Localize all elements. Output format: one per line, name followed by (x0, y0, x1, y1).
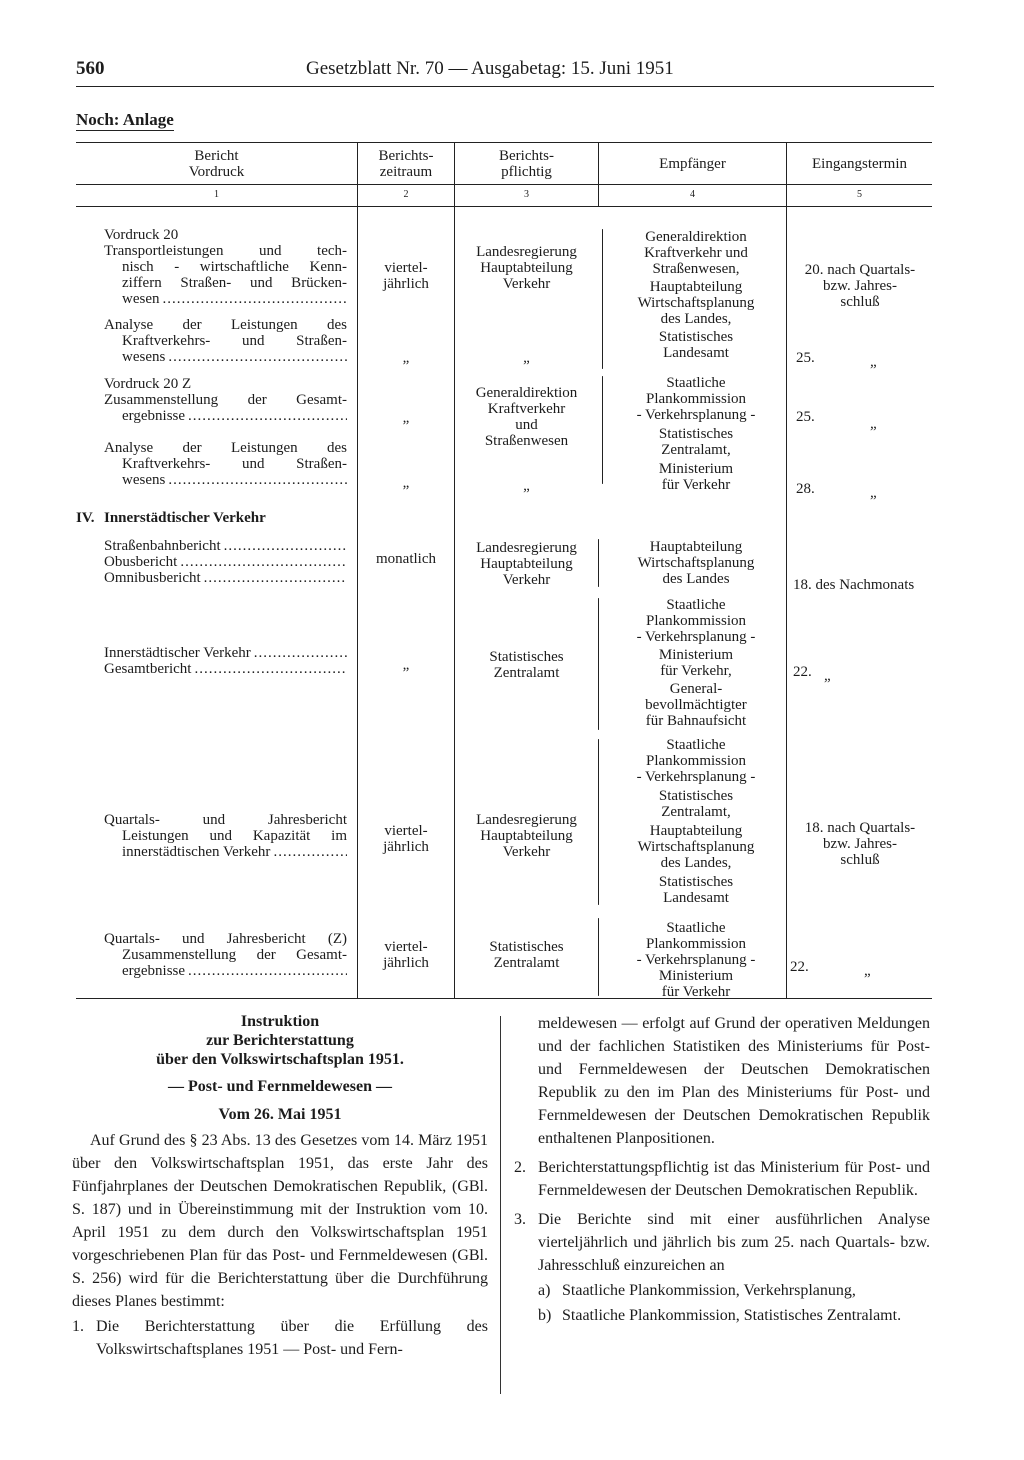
period-line: jährlich (383, 839, 429, 855)
obligated-line: Generaldirektion (475, 385, 578, 401)
column-header: Berichts- zeitraum (378, 148, 434, 180)
deadline-ditto: „ (870, 416, 877, 432)
recipient-line: Plankommission (645, 613, 746, 629)
report-line-leader (104, 291, 347, 307)
recipient-line: des Landes, (660, 855, 732, 871)
period-ditto: „ (402, 350, 410, 366)
report-form-entry (104, 376, 347, 424)
recipient-line: Ministerium (658, 461, 734, 477)
recipient-line: Ministerium (658, 647, 734, 663)
obligated-line: Zentralamt (493, 665, 560, 681)
report-line-leader (104, 554, 347, 570)
report-line: Omnibusbericht (104, 570, 201, 586)
recipient-bracket (602, 376, 603, 484)
report-form-entry (104, 440, 347, 488)
deadline-ditto: „ (870, 354, 877, 370)
obligated-ditto: „ (523, 478, 530, 494)
recipient-line: bevollmächtigter (645, 697, 747, 713)
recipient-cell (606, 737, 786, 906)
recipient-line: Staatliche (666, 920, 726, 936)
recipient-bracket (598, 539, 599, 587)
instruktion-left-column (72, 1012, 488, 1361)
period-line: jährlich (383, 955, 429, 971)
table-bottom-rule (76, 998, 932, 999)
period-ditto: „ (402, 475, 410, 491)
recipient-line: Generaldirektion (645, 229, 747, 245)
recipient-line: Landesamt (663, 345, 729, 361)
report-line-leader (104, 661, 347, 677)
recipient-bracket (602, 229, 603, 369)
obligated-line: Zentralamt (493, 955, 560, 971)
recipient-line: Wirtschaftsplanung (637, 555, 755, 571)
recipient-line: Wirtschaftsplanung (637, 839, 755, 855)
obligated-cell (455, 385, 598, 449)
item-number: 1. (72, 1318, 84, 1335)
deadline-day: 22. (790, 959, 809, 975)
report-line: Kraftverkehrs- und Straßen- (122, 456, 347, 472)
report-line: Kraftverkehrs- und Straßen- (122, 333, 347, 349)
obligated-cell (455, 812, 598, 860)
report-line: wesens (122, 349, 166, 365)
column-divider (500, 1016, 501, 1394)
obligated-line: Hauptabteilung (480, 260, 573, 276)
report-line-leader (104, 963, 347, 979)
report-line-leader (104, 570, 347, 586)
recipient-line: Zentralamt, (661, 442, 731, 458)
report-list (104, 538, 347, 586)
item-letter: b) (538, 1307, 552, 1324)
deadline-day: 28. (796, 481, 815, 497)
recipient-bracket (598, 918, 599, 996)
period-cell (358, 260, 454, 292)
obligated-line: Straßenwesen (484, 433, 569, 449)
recipient-line: für Verkehr (661, 477, 731, 493)
deadline-line: 20. nach Quartals- (804, 262, 916, 278)
deadline-cell: 18. des Nachmonats (793, 577, 915, 593)
report-line: wesen (122, 291, 160, 307)
period-line: viertel- (384, 823, 428, 839)
deadline-line: bzw. Jahres- (823, 836, 897, 852)
period-cell (358, 823, 454, 855)
report-line-leader (104, 538, 347, 554)
deadline-day: 25. (796, 409, 815, 425)
report-line: Zusammenstellung der Gesamt- (104, 392, 347, 408)
instruktion-title-line: zur Berichterstattung (206, 1032, 354, 1049)
period-line: jährlich (383, 276, 429, 292)
obligated-cell (455, 649, 598, 681)
column-number: 4 (690, 189, 695, 200)
recipient-line: Landesamt (663, 890, 729, 906)
period-line: viertel- (384, 260, 428, 276)
deadline-cell (790, 262, 930, 310)
recipient-cell (606, 597, 786, 729)
item-number: 3. (514, 1211, 526, 1228)
report-line: innerstädtischen Verkehr (122, 844, 271, 860)
table-top-rule (76, 142, 932, 143)
column-number: 5 (857, 189, 862, 200)
column-header: Empfänger (659, 156, 726, 172)
recipient-line: für Verkehr (661, 984, 731, 1000)
obligated-line: Verkehr (502, 844, 551, 860)
report-line: Transportleistungen und tech- (104, 243, 347, 259)
report-line: Quartals- und Jahresbericht (Z) (104, 931, 347, 947)
obligated-line: und (515, 417, 538, 433)
report-line: ergebnisse (122, 408, 186, 424)
column-number: 1 (214, 189, 219, 200)
recipient-line: Plankommission (645, 936, 746, 952)
recipient-line: Statistisches (658, 329, 734, 345)
report-line: ziffern Straßen- und Brücken- (122, 275, 347, 291)
recipient-line: Statistisches (658, 426, 734, 442)
column-header: Berichts- pflichtig (499, 148, 554, 180)
item-letter: a) (538, 1282, 551, 1299)
section-number: IV. (76, 510, 95, 526)
recipient-line: Plankommission (645, 391, 746, 407)
recipient-line: Hauptabteilung (649, 539, 743, 555)
period-cell: monatlich (376, 551, 436, 567)
report-line: Quartals- und Jahresbericht (104, 812, 347, 828)
report-line: ergebnisse (122, 963, 186, 979)
instruktion-intro: Auf Grund des § 23 Abs. 13 des Gesetzes vom 14. März 1951 über den Volkswirtschaftsplan 1951, das erste Jahr des Fünfjahrplanes der Deutschen Demokratischen Republik, (GBl. S. 187) und in Übereinstimmung mit der Instruktion vom 10. April 1951 zu dem durch den Volkswirtschaftsplan 1951 vorgeschriebenen Plan für das Post- und Fernmeldewesen (GBl. S. 256) wird für die Berichterstattung über die Durchführung dieses Planes bestimmt: (72, 1132, 488, 1310)
recipient-line: für Verkehr, (660, 663, 732, 679)
report-line-leader (104, 844, 347, 860)
report-line: Straßenbahnbericht (104, 538, 221, 554)
instruktion-title-line: über den Volkswirtschaftsplan 1951. (156, 1051, 404, 1068)
recipient-line: Ministerium (658, 968, 734, 984)
recipient-line: Hauptabteilung (649, 823, 743, 839)
recipient-cell (606, 539, 786, 587)
noch-anlage-label: Noch: Anlage (76, 110, 174, 129)
deadline-ditto: „ (864, 963, 871, 979)
recipient-cell (606, 920, 786, 1000)
instruktion-date: Vom 26. Mai 1951 (218, 1106, 342, 1123)
instruktion-item-3a (514, 1279, 930, 1302)
instruktion-item-1 (72, 1315, 488, 1361)
item-text: Berichterstattungspflichtig ist das Ministerium für Post- und Fernmeldewesen der Deutschen Demokratischen Republik. (538, 1159, 930, 1199)
item-text: Die Berichterstattung über die Erfüllung des Volkswirtschaftsplanes 1951 — Post- und Fern- (96, 1318, 488, 1358)
recipient-bracket (598, 739, 599, 905)
recipient-line: - Verkehrsplanung - (636, 769, 756, 785)
instruktion-right-column (514, 1012, 930, 1327)
period-ditto: „ (402, 657, 410, 673)
obligated-cell (455, 244, 598, 292)
report-line-leader (104, 408, 347, 424)
obligated-line: Verkehr (502, 572, 551, 588)
deadline-ditto: „ (870, 485, 877, 501)
section-title: Innerstädtischer Verkehr (104, 510, 266, 526)
report-line: Innerstädtischer Verkehr (104, 645, 251, 661)
recipient-line: Straßenwesen, (652, 261, 740, 277)
deadline-line: bzw. Jahres- (823, 278, 897, 294)
report-form-entry (104, 812, 347, 860)
col-separator (786, 142, 787, 998)
recipient-line: des Landes (662, 571, 730, 587)
recipient-line: Hauptabteilung (649, 279, 743, 295)
column-number: 2 (403, 189, 409, 200)
recipient-line: Zentralamt, (661, 804, 731, 820)
report-line: wesens (122, 472, 166, 488)
instruktion-item-3b (514, 1304, 930, 1327)
deadline-line: schluß (840, 294, 880, 310)
item-text: Staatliche Plankommission, Verkehrsplanung, (562, 1282, 856, 1299)
report-line: Leistungen und Kapazität im (122, 828, 347, 844)
deadline-ditto: „ (824, 668, 831, 684)
obligated-line: Landesregierung (476, 244, 577, 260)
report-line: Analyse der Leistungen des (104, 317, 347, 333)
report-line: Obusbericht (104, 554, 178, 570)
report-form-entry (104, 317, 347, 365)
recipient-line: Statistisches (658, 874, 734, 890)
report-line: nisch - wirtschaftliche Kenn- (122, 259, 347, 275)
table-header-rule (76, 184, 932, 185)
instruktion-item-1-continued: meldewesen — erfolgt auf Grund der operativen Meldungen und der fachlichen Statistiken des Ministeriums für Post- und Fernmeldewesen der Deutschen Demokratischen Republik zu den im Plan des Ministeriums für Post- und Fernmeldewesen der Deutschen Demokratischen Republik enthaltenen Planpositionen. (538, 1015, 930, 1147)
report-line-leader (104, 349, 347, 365)
report-line-leader (104, 472, 347, 488)
recipient-line: Statistisches (658, 788, 734, 804)
item-number: 2. (514, 1159, 526, 1176)
recipient-line: Staatliche (666, 597, 726, 613)
recipient-line: für Bahnaufsicht (645, 713, 747, 729)
recipient-line: Staatliche (666, 375, 726, 391)
obligated-line: Statistisches (489, 939, 564, 955)
deadline-cell (790, 820, 930, 868)
period-ditto: „ (402, 410, 410, 426)
instruktion-subtitle: — Post- und Fernmeldewesen — (168, 1078, 392, 1095)
recipient-bracket (598, 598, 599, 730)
obligated-cell (455, 939, 598, 971)
recipient-line: Plankommission (645, 753, 746, 769)
deadline-line: schluß (840, 852, 880, 868)
recipient-line: - Verkehrsplanung - (636, 629, 756, 645)
obligated-line: Verkehr (502, 276, 551, 292)
recipient-line: Staatliche (666, 737, 726, 753)
page-header-title: Gesetzblatt Nr. 70 — Ausgabetag: 15. Juni 1951 (306, 58, 674, 79)
instruktion-item-3 (514, 1208, 930, 1277)
item-text: Staatliche Plankommission, Statistisches Zentralamt. (562, 1307, 902, 1324)
recipient-line: des Landes, (660, 311, 732, 327)
recipient-cell (606, 229, 786, 361)
report-form-entry (104, 931, 347, 979)
obligated-line: Kraftverkehr (487, 401, 566, 417)
recipient-cell (606, 375, 786, 493)
instruktion-title-line: Instruktion (240, 1013, 320, 1030)
report-line: Vordruck 20 Z (104, 376, 192, 392)
page-number: 560 (76, 58, 105, 79)
obligated-line: Hauptabteilung (480, 556, 573, 572)
obligated-line: Hauptabteilung (480, 828, 573, 844)
recipient-line: General- (669, 681, 723, 697)
deadline-line: 18. nach Quartals- (804, 820, 916, 836)
report-form-entry (104, 227, 347, 307)
report-line-leader (104, 645, 347, 661)
obligated-line: Landesregierung (476, 540, 577, 556)
recipient-line: Wirtschaftsplanung (637, 295, 755, 311)
report-line: Vordruck 20 (104, 227, 179, 243)
column-header: Bericht Vordruck (188, 148, 245, 180)
column-header: Eingangstermin (812, 156, 907, 172)
report-line: Analyse der Leistungen des (104, 440, 347, 456)
instruktion-item-2 (514, 1156, 930, 1202)
period-line: viertel- (384, 939, 428, 955)
obligated-cell (455, 540, 598, 588)
obligated-ditto: „ (523, 350, 530, 366)
period-cell (358, 939, 454, 971)
report-line: Zusammenstellung der Gesamt- (122, 947, 347, 963)
deadline-day: 25. (796, 350, 815, 366)
table-numbers-rule (76, 206, 932, 207)
deadline-day: 22. (793, 664, 812, 680)
header-rule (76, 86, 934, 87)
recipient-line: Kraftverkehr und (644, 245, 748, 261)
item-text: Die Berichte sind mit einer ausführlichen Analyse vierteljährlich und jährlich bis zum 25. nach Quartals- bzw. Jahresschluß einzureichen an (538, 1211, 930, 1274)
recipient-line: - Verkehrsplanung - (636, 952, 756, 968)
obligated-line: Statistisches (489, 649, 564, 665)
report-form-entry (104, 645, 347, 677)
obligated-line: Landesregierung (476, 812, 577, 828)
column-number: 3 (524, 189, 529, 200)
recipient-line: - Verkehrsplanung - (636, 407, 756, 423)
report-line: Gesamtbericht (104, 661, 192, 677)
